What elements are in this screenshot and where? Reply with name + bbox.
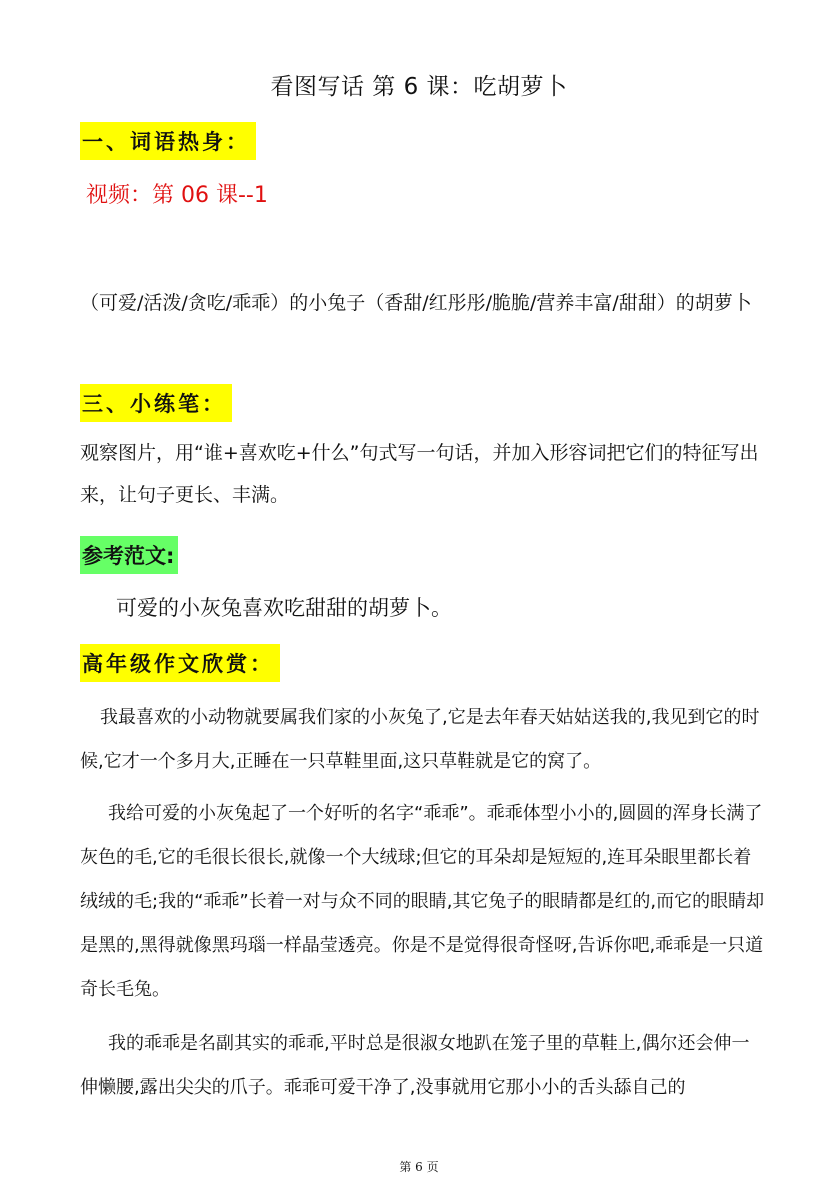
video-label: 视频：第 06 课--1 xyxy=(86,183,268,208)
sample-text: 可爱的小灰兔喜欢吃甜甜的胡萝卜。 xyxy=(116,596,452,620)
essay-heading: 高年级作文欣赏： xyxy=(80,644,280,682)
practice-instruction: 观察图片，用“谁+喜欢吃+什么”句式写一句话，并加入形容词把它们的特征写出来，让句子更长、丰满。 xyxy=(80,442,759,506)
phrase-list: （可爱/活泼/贪吃/乖乖）的小兔子（香甜/红彤彤/脆脆/营养丰富/甜甜）的胡萝卜 xyxy=(80,292,752,314)
essay-paragraph: 我的乖乖是名副其实的乖乖,平时总是很淑女地趴在笼子里的草鞋上,偶尔还会伸一伸懒腰,露出尖尖的爪子。乖乖可爱干净了,没事就用它那小小的舌头舔自己的 xyxy=(80,1033,750,1098)
sample-heading: 参考范文: xyxy=(80,536,178,574)
page-number: 第 6 页 xyxy=(399,1160,439,1174)
essay-paragraph: 我最喜欢的小动物就要属我们家的小灰兔了,它是去年春天姑姑送我的,我见到它的时候,它才一个多月大,正睡在一只草鞋里面,这只草鞋就是它的窝了。 xyxy=(80,707,760,772)
page-title: 看图写话 第 6 课：吃胡萝卜 xyxy=(270,74,568,100)
practice-heading: 三、小练笔： xyxy=(80,384,232,422)
warmup-heading: 一、词语热身： xyxy=(80,122,256,160)
essay-paragraph: 我给可爱的小灰兔起了一个好听的名字“乖乖”。乖乖体型小小的,圆圆的浑身长满了灰色的毛,它的毛很长很长,就像一个大绒球;但它的耳朵却是短短的,连耳朵眼里都长着绒绒的毛;我的“乖乖”长着一对与众不同的眼睛,其它兔子的眼睛都是红的,而它的眼睛却是黑的,黑得就像黑玛瑙一样晶莹透亮。你是不是觉得很奇怪呀,告诉你吧,乖乖是一只道奇长毛兔。 xyxy=(80,803,765,1000)
